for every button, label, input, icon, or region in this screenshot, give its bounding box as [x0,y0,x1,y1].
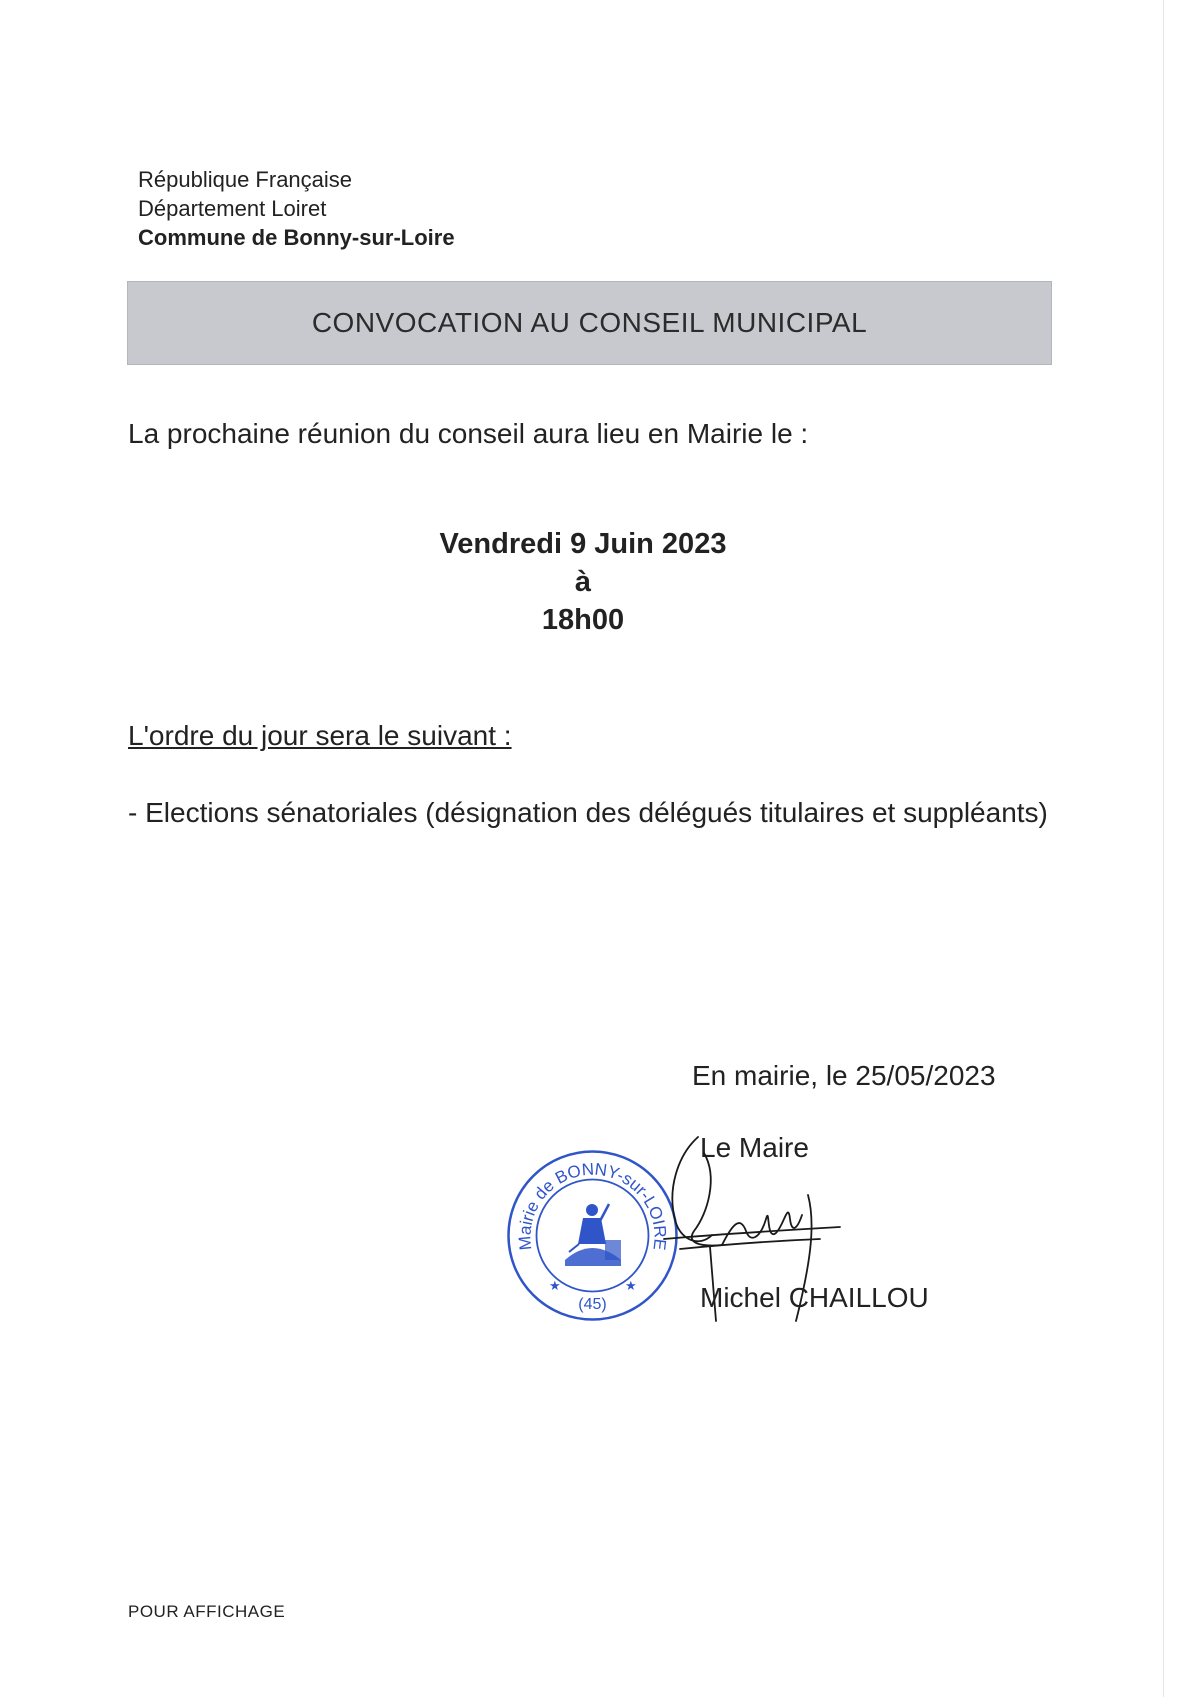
issuer-header [138,165,455,252]
mayor-title: Le Maire [700,1132,809,1163]
seal-number: (45) [578,1296,607,1313]
display-notice: POUR AFFICHAGE [128,1602,286,1621]
meeting-datetime [383,525,783,639]
seal-star-left: ★ [549,1279,561,1294]
agenda-heading: L'ordre du jour sera le suivant : [128,720,512,751]
seal-legend: Mairie de BONNY-sur-LOIRE [515,1159,670,1252]
republic-line: République Française [138,167,353,192]
agenda-item: - Elections sénatoriales (désignation des délégués titulaires et suppléants) [128,797,1048,828]
seal-star-right: ★ [625,1279,637,1294]
meeting-time: 18h00 [541,604,625,636]
department-line: Département Loiret [138,196,327,221]
commune-line: Commune de Bonny-sur-Loire [138,225,455,250]
meeting-date: Vendredi 9 Juin 2023 [439,528,727,560]
page-edge [1163,0,1164,1697]
title-banner [127,281,1052,365]
municipal-seal-stamp [505,1148,680,1323]
meeting-connector: à [574,566,592,598]
intro-sentence: La prochaine réunion du conseil aura lieu en Mairie le : [128,418,809,449]
place-date: En mairie, le 25/05/2023 [692,1060,996,1091]
document-title: CONVOCATION AU CONSEIL MUNICIPAL [311,307,868,338]
mayor-name: Michel CHAILLOU [700,1282,929,1313]
